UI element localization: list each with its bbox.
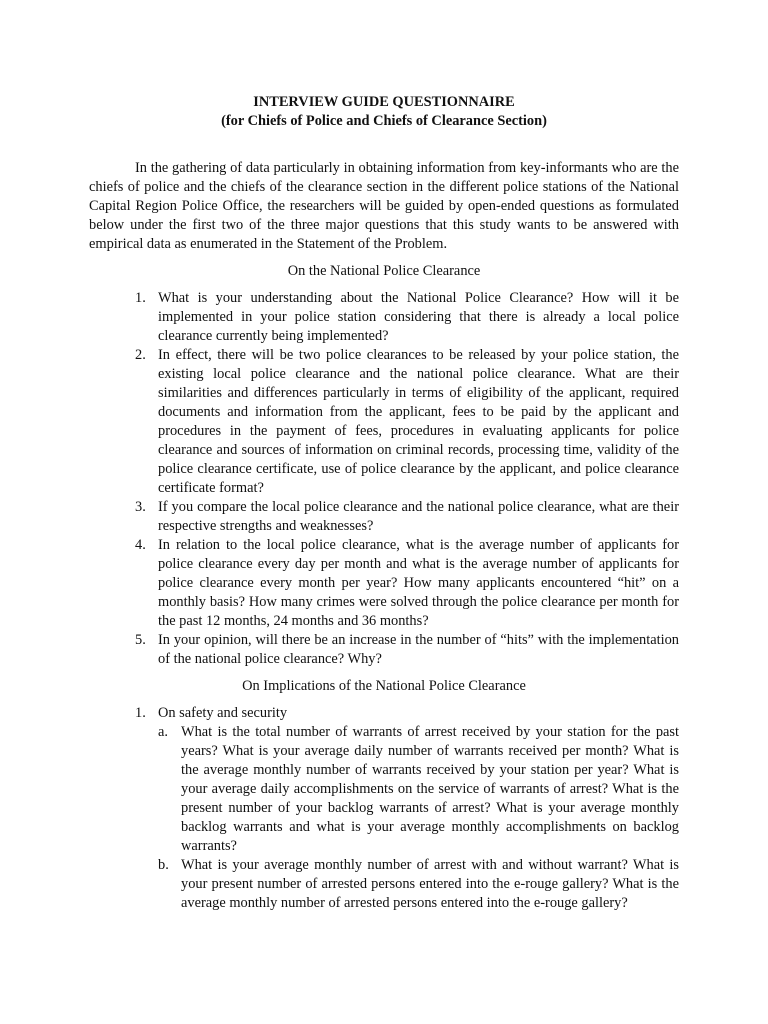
sub-question-item (158, 856, 679, 913)
question-text: In your opinion, will there be an increase in the number of “hits” with the implementation of the national police clearance? Why? (158, 632, 679, 667)
question-number: 3. (135, 499, 146, 515)
document-page (89, 93, 679, 913)
question-text: On safety and security (158, 705, 288, 721)
question-text: If you compare the local police clearance and the national police clearance, what are their respective strengths and weaknesses? (158, 499, 679, 534)
question-item (89, 346, 679, 498)
question-text: What is your understanding about the National Police Clearance? How will it be implemented in your police station considering that there is already a local police clearance currently being implemented? (158, 290, 679, 344)
section-heading-national-clearance: On the National Police Clearance (287, 263, 481, 279)
question-text: In effect, there will be two police clearances to be released by your police station, the existing local police clearance and the national police clearance. What are their similarities and differences particularly in terms of eligibility of the applicant, required documents and information from the applicant, fees to be paid by the applicant and procedures in the payment of fees, procedures in evaluating applicants for police clearance and sources of information on criminal records, processing time, validity of the police clearance certificate, use of police clearance by the applicant, and police clearance certificate format? (158, 347, 679, 496)
question-list-implications (89, 704, 679, 913)
question-item (89, 289, 679, 346)
sub-question-letter: b. (158, 857, 169, 873)
sub-question-letter: a. (158, 724, 168, 740)
question-number: 1. (135, 705, 146, 721)
question-number: 1. (135, 290, 146, 306)
intro-paragraph: In the gathering of data particularly in obtaining information from key-informants who are the chiefs of police and the chiefs of the clearance section in the different police stations of the National Capital Region Police Office, the researchers will be guided by open-ended questions as formulated below under the first two of the three major questions that this study wants to be answered with empirical data as enumerated in the Statement of the Problem. (89, 160, 679, 252)
question-item (89, 704, 679, 913)
sub-question-text: What is your average monthly number of arrest with and without warrant? What is your present number of arrested persons entered into the e-rouge gallery? What is the average monthly number of arrested persons entered into the e-rouge gallery? (181, 857, 679, 911)
question-number: 5. (135, 632, 146, 648)
question-item (89, 536, 679, 631)
question-item (89, 498, 679, 536)
question-item (89, 631, 679, 669)
document-subtitle: (for Chiefs of Police and Chiefs of Clearance Section) (221, 113, 547, 129)
section-heading-implications: On Implications of the National Police Clearance (242, 678, 526, 694)
question-number: 4. (135, 537, 146, 553)
sub-question-item (158, 723, 679, 856)
question-number: 2. (135, 347, 146, 363)
sub-question-list (158, 723, 679, 913)
question-text: In relation to the local police clearance, what is the average number of applicants for police clearance every day per month and what is the average number of applicants for police clearance every month per year? How many applicants encountered “hit” on a monthly basis? How many crimes were solved through the police clearance per month for the past 12 months, 24 months and 36 months? (158, 537, 679, 629)
document-title: INTERVIEW GUIDE QUESTIONNAIRE (253, 94, 515, 110)
sub-question-text: What is the total number of warrants of arrest received by your station for the past years? What is your average daily number of warrants received per month? What is the average monthly number of warrants received by your station per year? What is your average daily accomplishments on the service of warrants of arrest? What is the present number of your backlog warrants of arrest? What is your average monthly backlog warrants and what is your average monthly accomplishments on backlog warrants? (181, 724, 679, 854)
question-list-national-clearance (89, 289, 679, 669)
